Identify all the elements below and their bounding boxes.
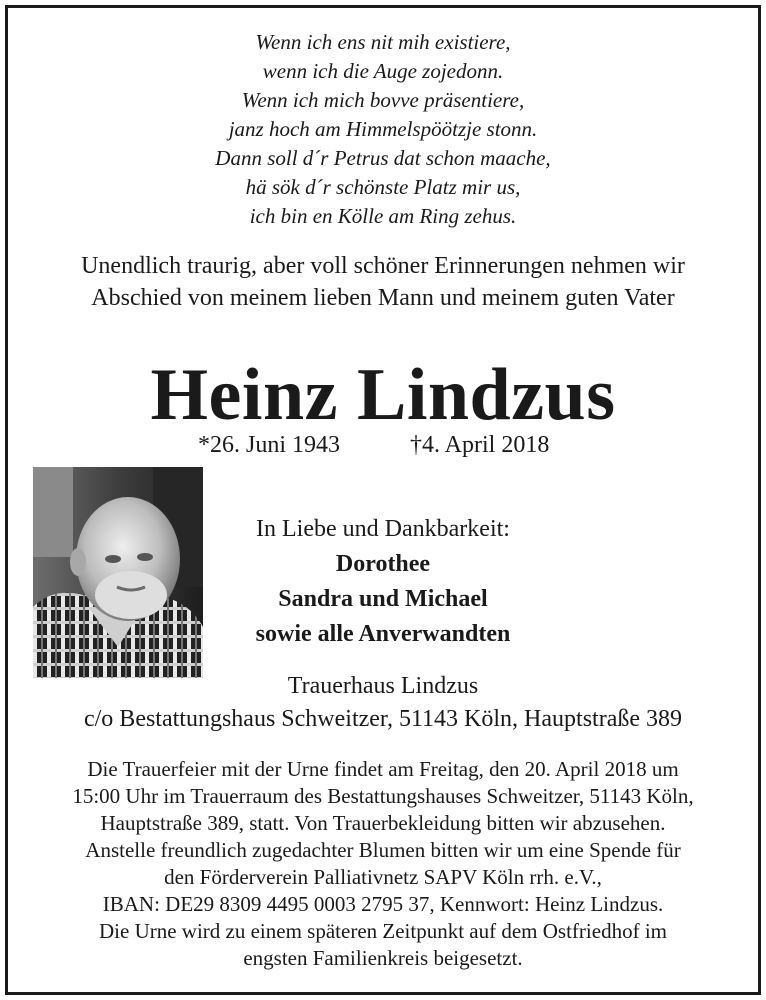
mourner-name: sowie alle Anverwandten [255, 621, 511, 647]
details-line: Die Trauerfeier mit der Urne findet am Freitag, den 20. April 2018 um [87, 757, 679, 781]
house-line: c/o Bestattungshaus Schweitzer, 51143 Köln, Hauptstraße 389 [83, 706, 683, 732]
mourners-block [200, 512, 566, 652]
portrait-photo [33, 467, 203, 678]
death-date: †4. April 2018 [410, 432, 550, 458]
details-line: Hauptstraße 389, statt. Von Trauerbekleidung bitten wir abzusehen. [100, 811, 666, 835]
poem-line: janz hoch am Himmelspöötzje stonn. [228, 117, 538, 141]
details-line: 15:00 Uhr im Trauerraum des Bestattungshauses Schweitzer, 51143 Köln, [72, 784, 694, 808]
mourners-heading: In Liebe und Dankbarkeit: [256, 516, 510, 542]
details-line: Anstelle freundlich zugedachter Blumen bitten wir um eine Spende für [85, 838, 681, 862]
details-line: IBAN: DE29 8309 4495 0003 2795 37, Kennwort: Heinz Lindzus. [102, 892, 664, 916]
birth-date: *26. Juni 1943 [198, 432, 341, 458]
poem-line: Wenn ich mich bovve präsentiere, [241, 88, 525, 112]
details-line: engsten Familienkreis beigesetzt. [243, 946, 523, 970]
intro-text [0, 250, 766, 314]
poem-line: hä sök d´r schönste Platz mir us, [245, 175, 521, 199]
details-line: Die Urne wird zu einem späteren Zeitpunkt auf dem Ostfriedhof im [99, 919, 667, 943]
mourner-name: Dorothee [335, 551, 431, 577]
poem-line: Wenn ich ens nit mih existiere, [255, 30, 511, 54]
mourning-house [0, 670, 766, 736]
details-line: den Förderverein Palliativnetz SAPV Köln rrh. e.V., [164, 865, 602, 889]
intro-line: Unendlich traurig, aber voll schöner Erinnerungen nehmen wir [81, 253, 685, 279]
house-line: Trauerhaus Lindzus [287, 673, 479, 699]
deceased-name: Heinz Lindzus [150, 354, 616, 436]
mourner-name: Sandra und Michael [278, 586, 488, 612]
intro-line: Abschied von meinem lieben Mann und meinem guten Vater [91, 285, 675, 311]
poem [0, 28, 766, 231]
funeral-details [0, 756, 766, 972]
poem-line: wenn ich die Auge zojedonn. [262, 59, 504, 83]
poem-line: Dann soll d´r Petrus dat schon maache, [215, 146, 551, 170]
poem-line: ich bin en Kölle am Ring zehus. [249, 204, 517, 228]
